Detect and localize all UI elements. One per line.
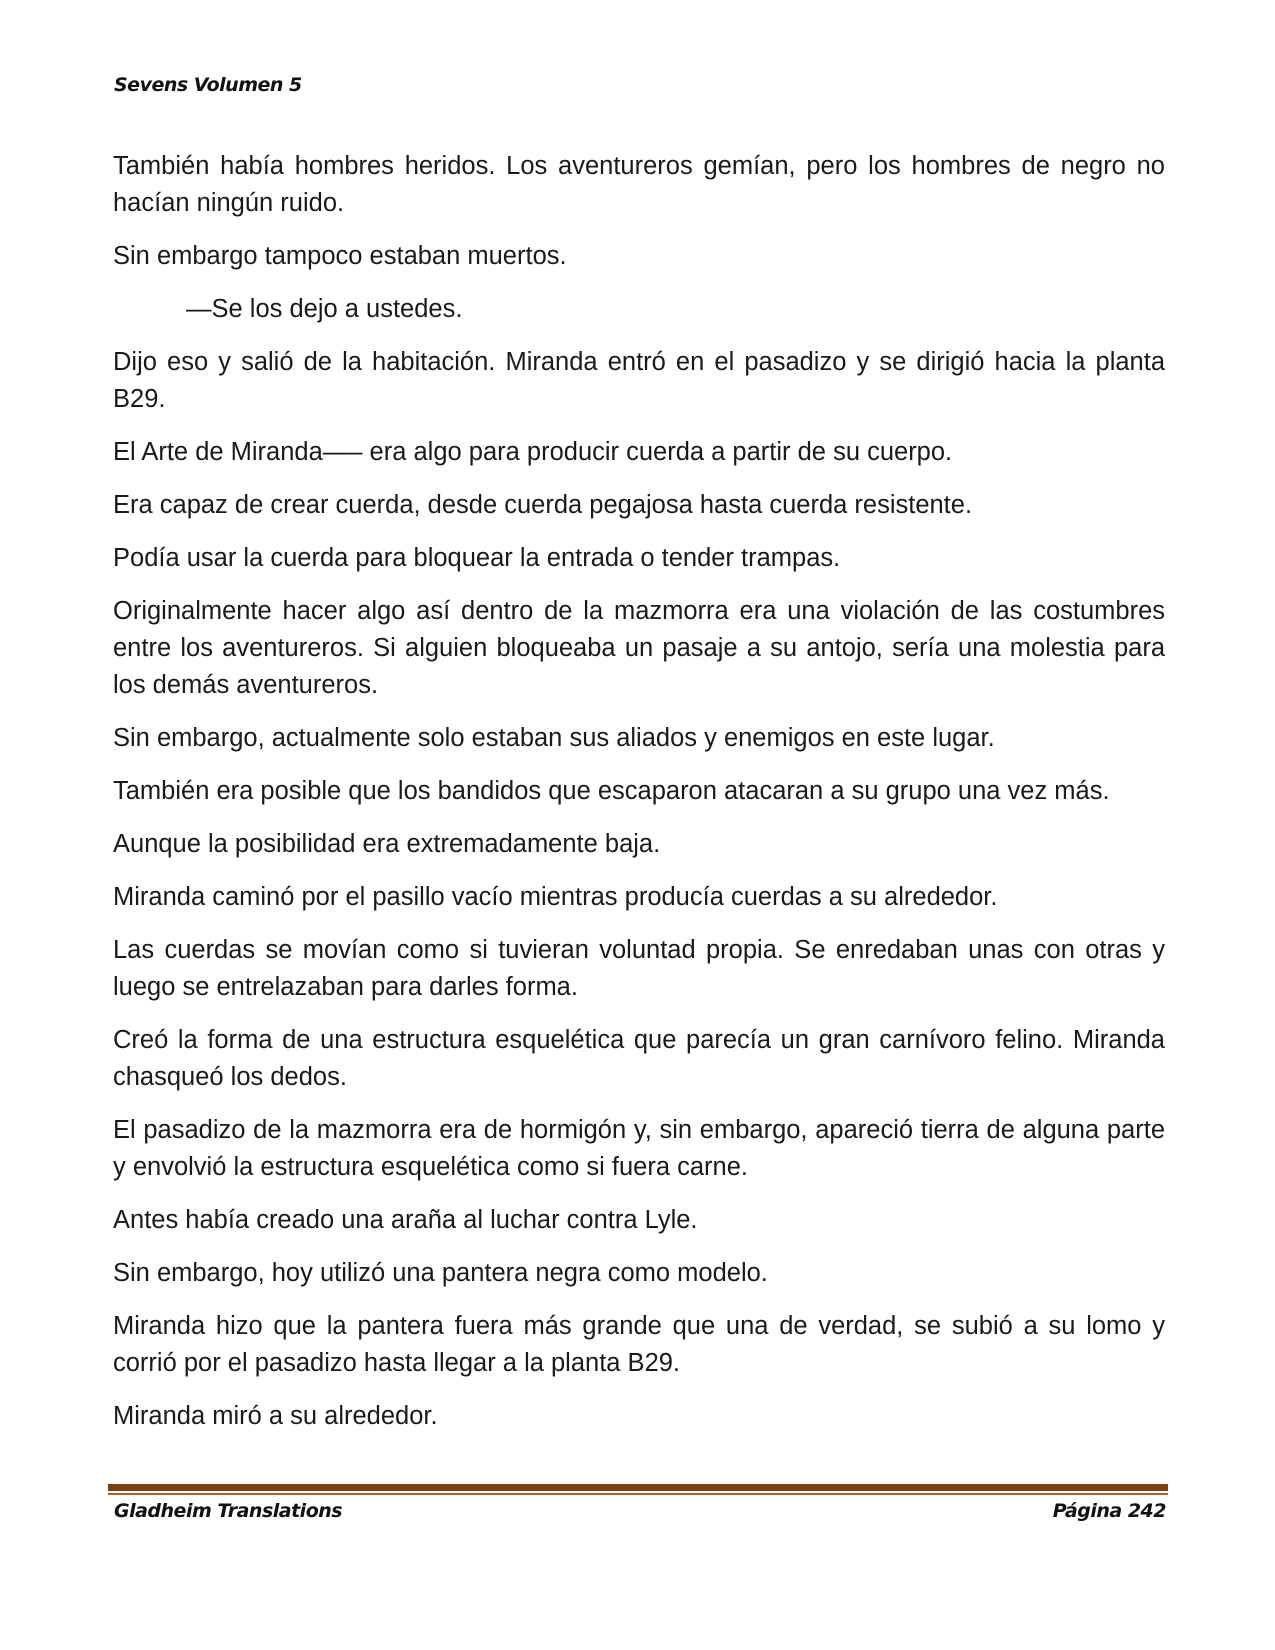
paragraph: Miranda caminó por el pasillo vacío mientras producía cuerdas a su alrededor.: [113, 883, 998, 911]
paragraph: Era capaz de crear cuerda, desde cuerda pegajosa hasta cuerda resistente.: [113, 491, 973, 519]
dialogue-paragraph: —Se los dejo a ustedes.: [186, 295, 463, 323]
paragraph: Antes había creado una araña al luchar contra Lyle.: [113, 1206, 698, 1234]
paragraph: Sin embargo tampoco estaban muertos.: [113, 242, 567, 270]
paragraph: Sin embargo, actualmente solo estaban sus aliados y enemigos en este lugar.: [113, 724, 995, 752]
paragraph: Miranda miró a su alrededor.: [113, 1402, 438, 1430]
paragraph: El pasadizo de la mazmorra era de hormigón y, sin embargo, apareció tierra de alguna parte y envolvió la estructura esquelética como si fuera carne.: [113, 1116, 1165, 1181]
paragraph: Las cuerdas se movían como si tuvieran voluntad propia. Se enredaban unas con otras y luego se entrelazaban para darles forma.: [113, 936, 1165, 1001]
footer-publisher: Gladheim Translations: [114, 1500, 343, 1522]
paragraph: Aunque la posibilidad era extremadamente baja.: [113, 830, 661, 858]
paragraph: Dijo eso y salió de la habitación. Miranda entró en el pasadizo y se dirigió hacia la planta B29.: [113, 348, 1165, 413]
running-footer: [114, 1500, 1166, 1522]
paragraph: Originalmente hacer algo así dentro de la mazmorra era una violación de las costumbres entre los aventureros. Si alguien bloqueaba un pasaje a su antojo, sería una molestia para los demás aventureros.: [113, 597, 1165, 699]
page-body: [113, 148, 1165, 1451]
footer-rule-thick: [108, 1484, 1168, 1491]
paragraph: Miranda hizo que la pantera fuera más grande que una de verdad, se subió a su lomo y corrió por el pasadizo hasta llegar a la planta B29.: [113, 1312, 1165, 1377]
paragraph: El Arte de Miranda—– era algo para producir cuerda a partir de su cuerpo.: [113, 438, 953, 466]
paragraph: Podía usar la cuerda para bloquear la entrada o tender trampas.: [113, 544, 841, 572]
running-header: Sevens Volumen 5: [114, 74, 302, 96]
paragraph: Creó la forma de una estructura esquelética que parecía un gran carnívoro felino. Miranda chasqueó los dedos.: [113, 1026, 1165, 1091]
footer-rule-thin: [108, 1493, 1168, 1495]
paragraph: También había hombres heridos. Los aventureros gemían, pero los hombres de negro no hacían ningún ruido.: [113, 152, 1165, 217]
paragraph: También era posible que los bandidos que escaparon atacaran a su grupo una vez más.: [113, 777, 1110, 805]
paragraph: Sin embargo, hoy utilizó una pantera negra como modelo.: [113, 1259, 768, 1287]
footer-rule: [108, 1484, 1168, 1495]
page-number: Página 242: [1052, 1500, 1166, 1522]
